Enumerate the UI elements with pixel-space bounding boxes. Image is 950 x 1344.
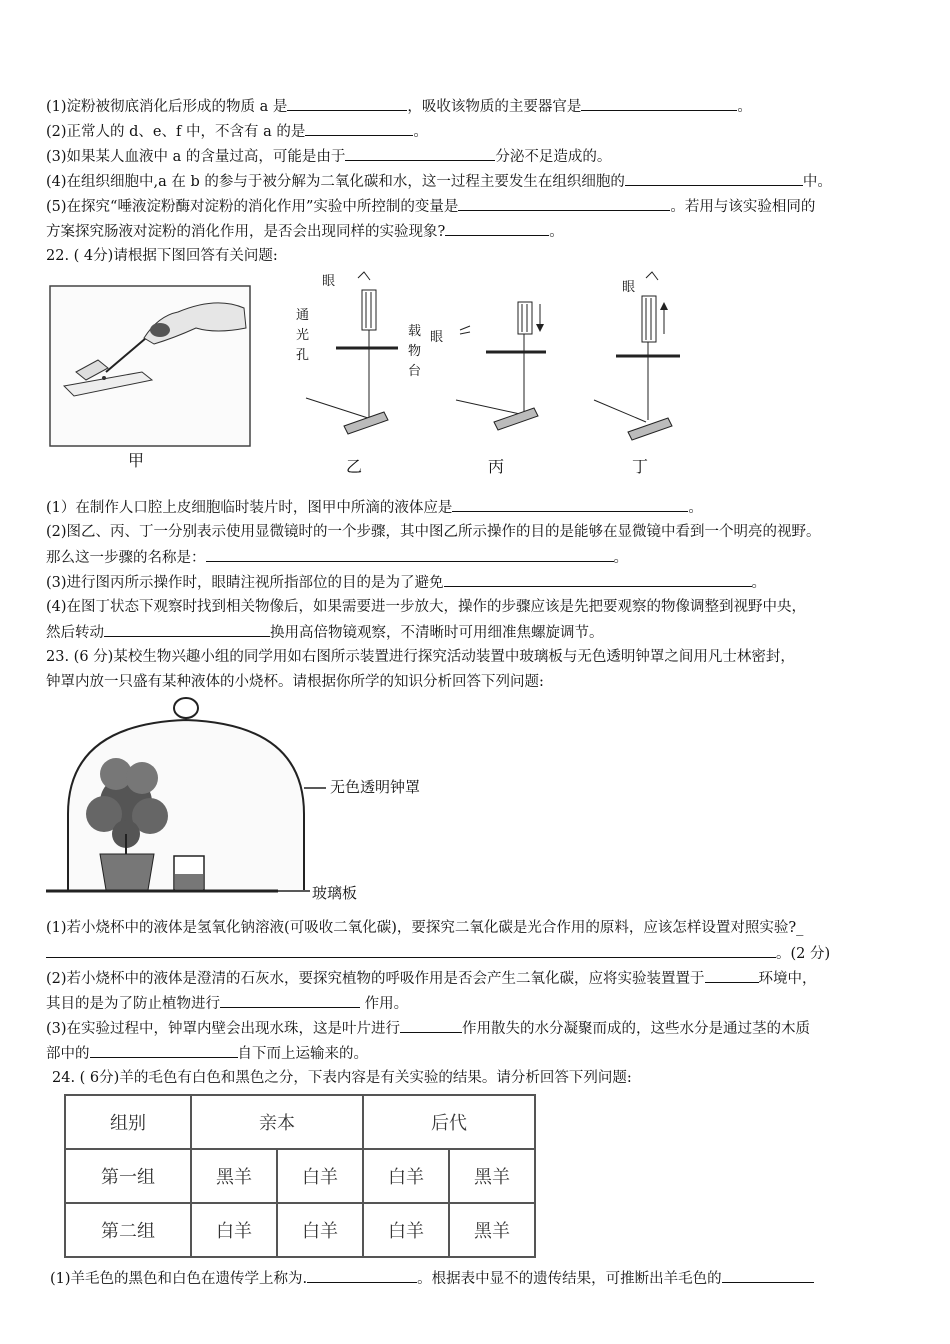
q21-line-6: 方案探究肠液对淀粉的消化作用，是否会出现同样的实验现象? 。: [46, 221, 916, 242]
answer-blank[interactable]: [206, 547, 614, 562]
light-hole-label-1: 通: [296, 308, 310, 323]
figure-label-jia: 甲: [128, 451, 145, 470]
answer-blank[interactable]: [104, 622, 270, 637]
sheep-color-table: [64, 1094, 536, 1258]
glass-plate-label: 玻璃板: [312, 884, 358, 902]
table-cell: 第二组: [65, 1203, 191, 1257]
q21-line-1: (1)淀粉被彻底消化后形成的物质 a 是 ，吸收该物质的主要器官是 。: [46, 96, 916, 117]
figure-label-bing: 丙: [488, 457, 505, 476]
light-hole-label-2: 光: [296, 328, 310, 343]
answer-blank[interactable]: [444, 572, 752, 587]
table-cell: 白羊: [363, 1203, 449, 1257]
answer-blank[interactable]: [307, 1268, 417, 1283]
answer-blank[interactable]: [305, 121, 413, 136]
stage-label-2: 物: [408, 344, 422, 359]
bell-jar-figure: [46, 694, 421, 908]
microscope-figure: [46, 268, 686, 480]
bell-jar-svg: [46, 694, 376, 908]
answer-blank[interactable]: [46, 943, 776, 958]
answer-blank[interactable]: [722, 1268, 814, 1283]
answer-blank[interactable]: [458, 196, 670, 211]
q21-line-5: (5)在探究“唾液淀粉酶对淀粉的消化作用”实验中所控制的变量是 。若用与该实验相同的: [46, 196, 916, 217]
answer-blank[interactable]: [445, 221, 549, 236]
eye-mark-yi: [358, 272, 370, 280]
q23-answer-2: 。(2 分): [46, 943, 916, 964]
eye-label: 眼: [322, 274, 336, 289]
q23-answer-6: 部中的 自下而上运输来的。: [46, 1043, 916, 1064]
answer-blank[interactable]: [345, 146, 495, 161]
q23-line-2: 钟罩内放一只盛有某种液体的小烧杯。请根据你所学的知识分析回答下列问题:: [46, 674, 544, 690]
table-cell: 白羊: [363, 1149, 449, 1203]
table-cell: 白羊: [191, 1203, 277, 1257]
figure-bing-microscope: [456, 302, 546, 430]
q23-line-1: 23. (6 分)某校生物兴趣小组的同学用如右图所示装置进行探究活动装置中玻璃板与无色透明钟罩之间用凡士林密封，: [46, 649, 795, 665]
stage-label-1: 载: [408, 324, 422, 339]
answer-blank[interactable]: [287, 96, 407, 111]
figure-yi-microscope: [306, 290, 398, 434]
q22-line-3: 那么这一步骤的名称是： 。: [46, 547, 916, 568]
q23-answer-3: (2)若小烧杯中的液体是澄清的石灰水，要探究植物的呼吸作用是否会产生二氧化碳，应将实验装置置于 环境中，: [46, 968, 916, 989]
table-header-group: 组别: [65, 1095, 191, 1149]
table-cell: 黑羊: [449, 1203, 535, 1257]
eye-label: 眼: [430, 330, 444, 345]
answer-blank[interactable]: [625, 171, 803, 186]
small-beaker: [174, 856, 204, 890]
figure-label-yi: 乙: [346, 457, 363, 476]
q23-answer-5: (3)在实验过程中，钟罩内壁会出现水珠，这是叶片进行 作用散失的水分凝聚而成的，这些水分是通过茎的木质: [46, 1018, 916, 1039]
q23-answer-4: 其目的是为了防止植物进行 作用。: [46, 993, 916, 1014]
light-hole-label-3: 孔: [296, 348, 310, 363]
table-header-offspring: 后代: [363, 1095, 535, 1149]
q22-line-2: (2)图乙、丙、丁一分别表示使用显微镜时的一个步骤，其中图乙所示操作的目的是能够在显微镜中看到一个明亮的视野。: [46, 524, 821, 540]
answer-blank[interactable]: [220, 993, 360, 1008]
table-cell: 白羊: [277, 1203, 363, 1257]
table-row: [65, 1149, 535, 1203]
figure-jia-dropper: [50, 286, 250, 446]
q22-line-5: (4)在图丁状态下观察时找到相关物像后，如果需要进一步放大，操作的步骤应该是先把要观察的物像调整到视野中央，: [46, 599, 807, 615]
q24-line-1: (1)羊毛色的黑色和白色在遗传学上称为. 。根据表中显不的遗传结果，可推断出羊毛色的: [50, 1268, 920, 1289]
q22-line-1: (1）在制作人口腔上皮细胞临时装片时，图甲中所滴的液体应是 。: [46, 497, 916, 518]
table-cell: 黑羊: [449, 1149, 535, 1203]
q22-title: 22. ( 4分)请根据下图回答有关问题:: [46, 248, 278, 264]
q21-line-4: (4)在组织细胞中,a 在 b 的参与于被分解为二氧化碳和水，这一过程主要发生在组织细胞的 中。: [46, 171, 916, 192]
eye-label: 眼: [622, 280, 636, 295]
q23-answer-1: (1)若小烧杯中的液体是氢氧化钠溶液(可吸收二氧化碳)，要探究二氧化碳是光合作用的原料，应该怎样设置对照实验?_: [46, 920, 804, 936]
figure-ding-microscope: [594, 272, 680, 440]
q22-line-6: 然后转动 换用高倍物镜观察，不清晰时可用细准焦螺旋调节。: [46, 622, 916, 643]
answer-blank[interactable]: [400, 1018, 462, 1033]
q24-title: 24. ( 6分)羊的毛色有白色和黑色之分，下表内容是有关实验的结果。请分析回答下列问题:: [52, 1070, 632, 1086]
q22-line-4: (3)进行图丙所示操作时，眼睛注视所指部位的目的是为了避免 。: [46, 572, 916, 593]
bell-jar-label: 无色透明钟罩: [330, 778, 421, 796]
q21-line-2: (2)正常人的 d、e、f 中，不含有 a 的是 。: [46, 121, 916, 142]
table-header-row: [65, 1095, 535, 1149]
answer-blank[interactable]: [90, 1043, 238, 1058]
table-header-parents: 亲本: [191, 1095, 363, 1149]
answer-blank[interactable]: [581, 96, 737, 111]
table-row: [65, 1203, 535, 1257]
q21-line-3: (3)如果某人血液中 a 的含量过高，可能是由于 分泌不足造成的。: [46, 146, 916, 167]
stage-label-3: 台: [408, 364, 422, 379]
figure-label-ding: 丁: [632, 457, 649, 476]
table-cell: 第一组: [65, 1149, 191, 1203]
table-cell: 白羊: [277, 1149, 363, 1203]
answer-blank[interactable]: [452, 497, 688, 512]
table-cell: 黑羊: [191, 1149, 277, 1203]
answer-blank[interactable]: [705, 968, 759, 983]
